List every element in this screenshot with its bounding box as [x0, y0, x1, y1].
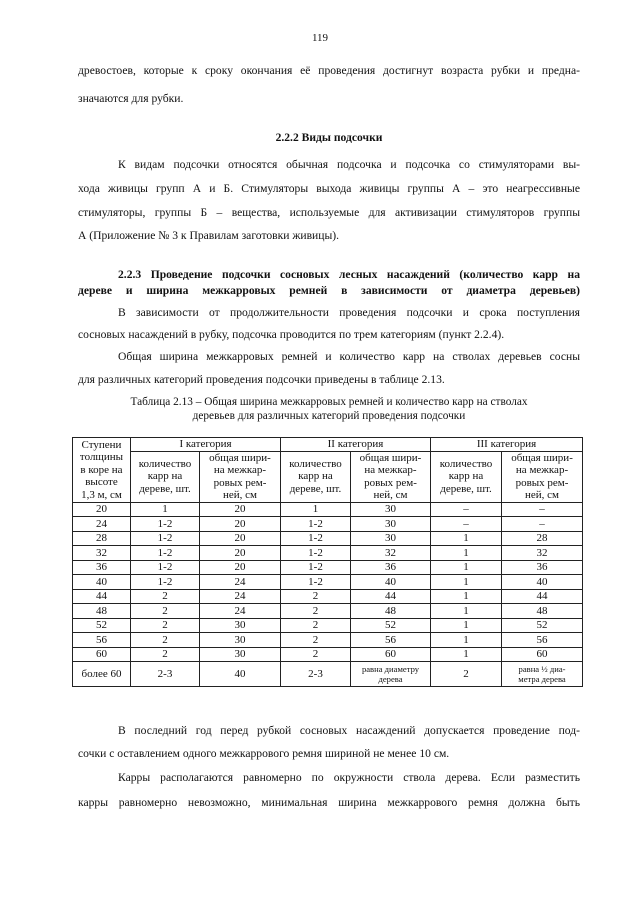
- table-cell: 56: [351, 633, 431, 648]
- table-cell: 40: [73, 575, 131, 590]
- table-cell: 30: [351, 517, 431, 532]
- section2-line-1: В зависимости от продолжительности проведения подсочки и срока поступления: [118, 306, 580, 319]
- table-cell: 32: [351, 546, 431, 561]
- table-cell: 56: [502, 633, 583, 648]
- header-category-3: III категория: [431, 438, 583, 452]
- table-cell: 40: [200, 662, 281, 687]
- table-cell: 20: [73, 502, 131, 517]
- header-cat3-width: общая шири- на межкар- ровых рем- ней, см: [502, 451, 583, 502]
- table-cell: 1-2: [281, 575, 351, 590]
- table-cell: 2: [281, 647, 351, 662]
- table-cell: 36: [73, 560, 131, 575]
- table-cell: 20: [200, 560, 281, 575]
- table-cell: 30: [200, 647, 281, 662]
- table-cell: 2: [281, 633, 351, 648]
- table-cell: –: [431, 517, 502, 532]
- table-cell: 20: [200, 517, 281, 532]
- header-cat3-count: количество карр на дереве, шт.: [431, 451, 502, 502]
- table-cell: 1: [431, 618, 502, 633]
- section2-line-2: сосновых насаждений в рубку, подсочка проводится по трем категориям (пункт 2.2.4).: [78, 328, 505, 341]
- intro-line-2: значаются для рубки.: [78, 92, 184, 105]
- table-cell: 30: [351, 502, 431, 517]
- table-row: [73, 546, 583, 561]
- table-subheader-row: [73, 451, 583, 502]
- table-cell: 28: [73, 531, 131, 546]
- table-cell: 40: [502, 575, 583, 590]
- header-cat2-count: количество карр на дереве, шт.: [281, 451, 351, 502]
- table-row: [73, 589, 583, 604]
- table-cell: 60: [351, 647, 431, 662]
- table-cell: 32: [73, 546, 131, 561]
- table-row-over-60: [73, 662, 583, 687]
- after-line-4: карры равномерно невозможно, минимальная ширина межкаррового ремня должна быть: [78, 796, 580, 809]
- table-cell: равна диаметру дерева: [351, 662, 431, 687]
- table-cell: 44: [351, 589, 431, 604]
- table-cell: более 60: [73, 662, 131, 687]
- table-cell: 30: [200, 618, 281, 633]
- table-cell: 36: [351, 560, 431, 575]
- table-cell: 2: [131, 633, 200, 648]
- table-cell: 1: [431, 604, 502, 619]
- table-cell: 24: [73, 517, 131, 532]
- table-cell: 2: [281, 604, 351, 619]
- table-cell: 20: [200, 502, 281, 517]
- table-cell: 1: [431, 546, 502, 561]
- table-cell: 2: [131, 589, 200, 604]
- table-row: [73, 531, 583, 546]
- table-cell: 24: [200, 589, 281, 604]
- table-cell: 1-2: [131, 531, 200, 546]
- table-cell: 60: [502, 647, 583, 662]
- table-cell: 36: [502, 560, 583, 575]
- page-number: 119: [311, 32, 329, 44]
- section-2-2-3-title-line-2: дереве и ширина межкарровых ремней в зависимости от диаметра деревьев): [78, 284, 580, 297]
- table-cell: 1: [131, 502, 200, 517]
- table-cell: 1-2: [131, 546, 200, 561]
- table-cell: 48: [73, 604, 131, 619]
- section1-line-1: К видам подсочки относятся обычная подсочка и подсочка со стимуляторами вы-: [118, 158, 580, 171]
- table-cell: 48: [502, 604, 583, 619]
- after-line-2: сочки с оставлением одного межкаррового ремня шириной не менее 10 см.: [78, 747, 450, 760]
- table-cell: 1: [431, 531, 502, 546]
- header-cat1-width: общая шири- на межкар- ровых рем- ней, см: [200, 451, 281, 502]
- table-row: [73, 575, 583, 590]
- table-cell: 1: [431, 560, 502, 575]
- table-cell: 24: [200, 604, 281, 619]
- section2-line-3: Общая ширина межкарровых ремней и количество карр на стволах деревьев сосны: [118, 350, 580, 363]
- header-category-1: I категория: [131, 438, 281, 452]
- table-row: [73, 618, 583, 633]
- table-row: [73, 502, 583, 517]
- table-cell: 1: [431, 589, 502, 604]
- section-2-2-2-title: 2.2.2 Виды подсочки: [275, 131, 383, 144]
- table-cell: 2: [131, 618, 200, 633]
- table-cell: 1-2: [131, 575, 200, 590]
- table-row: [73, 517, 583, 532]
- section-2-2-3-title-line-1: 2.2.3 Проведение подсочки сосновых лесных насаждений (количество карр на: [118, 268, 580, 281]
- table-cell: 52: [351, 618, 431, 633]
- table-cell: 44: [502, 589, 583, 604]
- after-line-1: В последний год перед рубкой сосновых насаждений допускается проведение под-: [118, 724, 580, 737]
- table-caption-line-2: деревьев для различных категорий проведения подсочки: [192, 410, 466, 422]
- table-caption-line-1: Таблица 2.13 – Общая ширина межкарровых ремней и количество карр на стволах: [130, 396, 528, 408]
- section1-line-2: хода живицы групп А и Б. Стимуляторы выхода живицы группы А – это неагрессивные: [78, 182, 580, 195]
- table-cell: 1-2: [281, 560, 351, 575]
- table-cell: 52: [502, 618, 583, 633]
- table-cell: 1-2: [131, 560, 200, 575]
- table-cell: 32: [502, 546, 583, 561]
- table-cell: 48: [351, 604, 431, 619]
- table-cell: 1: [431, 575, 502, 590]
- table-2-13: [72, 437, 583, 687]
- table-cell: –: [431, 502, 502, 517]
- table-cell: 44: [73, 589, 131, 604]
- table-cell: 2: [431, 662, 502, 687]
- table-cell: 56: [73, 633, 131, 648]
- header-thickness-step: Ступени толщины в коре на высоте 1,3 м, см: [73, 438, 131, 503]
- table-cell: 1: [431, 633, 502, 648]
- table-cell: –: [502, 502, 583, 517]
- table-cell: 1-2: [131, 517, 200, 532]
- table-cell: 40: [351, 575, 431, 590]
- table-cell: 30: [200, 633, 281, 648]
- table-cell: 20: [200, 546, 281, 561]
- intro-line-1: древостоев, которые к сроку окончания её проведения достигнут возраста рубки и предна-: [78, 64, 580, 77]
- header-cat1-count: количество карр на дереве, шт.: [131, 451, 200, 502]
- table-cell: 2: [281, 589, 351, 604]
- table-cell: –: [502, 517, 583, 532]
- header-category-2: II категория: [281, 438, 431, 452]
- table-row: [73, 560, 583, 575]
- table-cell: 1-2: [281, 531, 351, 546]
- section2-line-4: для различных категорий проведения подсочки приведены в таблице 2.13.: [78, 373, 445, 386]
- table-header-row: [73, 438, 583, 452]
- table-cell: 1: [431, 647, 502, 662]
- section1-line-4: А (Приложение № 3 к Правилам заготовки живицы).: [78, 229, 340, 242]
- table-cell: 30: [351, 531, 431, 546]
- table-row: [73, 604, 583, 619]
- header-cat2-width: общая шири- на межкар- ровых рем- ней, см: [351, 451, 431, 502]
- table-cell: равна ½ диа- метра дерева: [502, 662, 583, 687]
- table-cell: 2: [131, 647, 200, 662]
- table-cell: 2: [281, 618, 351, 633]
- after-line-3: Карры располагаются равномерно по окружности ствола дерева. Если разместить: [118, 771, 580, 784]
- table-cell: 1-2: [281, 517, 351, 532]
- table-row: [73, 633, 583, 648]
- table-row: [73, 647, 583, 662]
- table-cell: 52: [73, 618, 131, 633]
- table-cell: 2: [131, 604, 200, 619]
- table-cell: 2-3: [281, 662, 351, 687]
- table-cell: 1: [281, 502, 351, 517]
- table-cell: 28: [502, 531, 583, 546]
- table-cell: 24: [200, 575, 281, 590]
- table-cell: 20: [200, 531, 281, 546]
- section1-line-3: стимуляторы, группы Б – вещества, используемые для активизации стимуляторов группы: [78, 206, 580, 219]
- table-cell: 60: [73, 647, 131, 662]
- table-body: [73, 502, 583, 662]
- table-cell: 1-2: [281, 546, 351, 561]
- table-cell: 2-3: [131, 662, 200, 687]
